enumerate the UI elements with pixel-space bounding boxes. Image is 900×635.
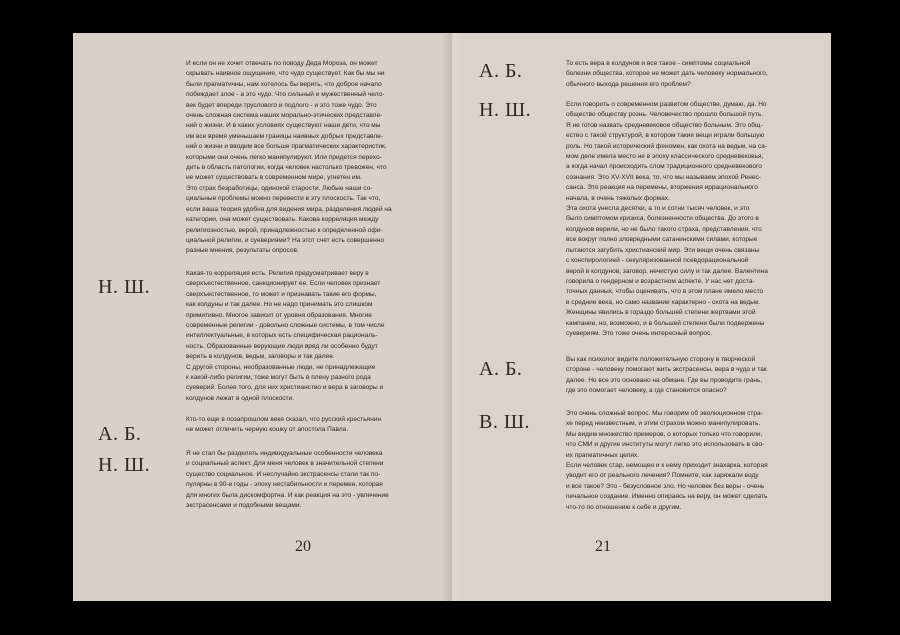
text-block: Вы как психолог видите положительную сторону в творческой стороне - человеку помогают жить экстрасенсы, вера в чудо и так далее. Но все это основано на обмане. Где вы проводите грань, где это помогает человеку, а где становится опасно? xyxy=(566,356,767,395)
page-number: 21 xyxy=(595,538,611,555)
text-block: Кто-то еще в позапрошлом веке сказал, что русский крестьянин не может отличить черную кошку от апостола Павла. xyxy=(186,416,382,434)
speaker-label: А. Б. xyxy=(479,60,523,82)
speaker-label: Н. Ш. xyxy=(479,99,532,121)
right-page xyxy=(452,33,831,601)
text-block: Если говорить о современном развитом обществе, думаю, да. Но общество обществу рознь. Человечество прошло большой путь. Я не готов назвать средневековое общество больным. Это общ- ество с такой структурой, в котором такие вещи играли большую роль. Но такой исторический феномен, как охота на ведьм, на са- мом деле имела место не в эпоху классического средневековья, а когда начал происходить слом традиционного средневекового сознания. Это XV-XVII века, то, что мы называем эпохой Ренес- санса. Это реакция на перемены, вторжения иррационального начала, в очень тяжелых формах. Эта охота унесла десятки, а то и сотни тысяч человек, и это было симптомом кризиса, болезненности общества. До этого в колдунов верили, но не было такого страха, представления, что все вокруг полно зловредными сатанинскими силами, которые пытаются загубить христианский мир. Эти вещи очень связаны с конспирологией - секуляризованной псевдорациональной верой в колдунов, заговор, нечистую силу и так далее. Валентина говорила о гендерном и возрастном аспекте. У нас нет доста- точных данных, чтобы оценивать, что в этом плане имело место в средние века, но само название характерно - охота на ведьм. Женщины явились в гораздо большей степени жертвами этой кампании, но, возможно, и в большей степени были подвержены суевериям. Это тоже очень интересный вопрос. xyxy=(566,101,768,337)
speaker-label: Н. Ш. xyxy=(98,454,151,476)
speaker-label: Н. Ш. xyxy=(98,276,151,298)
book-spread xyxy=(73,33,831,601)
speaker-label: А. Б. xyxy=(98,423,142,445)
speaker-label: В. Ш. xyxy=(479,411,531,433)
text-block: Я не стал бы разделять индивидуальные особенности человека и социальный аспект. Для меня человек в значительной степени существо социальное. И неслучайно экстрасенсы стали так по- пулярны в 90-е годы - эпоху нестабильности и перемен, которая для многих была дискомфортна. И как реакция на это - увлечение экстрасенсами и подобными вещами. xyxy=(186,450,389,510)
text-block: Это очень сложный вопрос. Мы говорим об эволюционном стра- хе перед неизвестным, и этим страхом можно манипулировать. Мы видим множество примеров, о которых только что говорили, что СМИ и другие институты могут легко это использовать в сво- их прагматичных целях. Если человек стар, немощен и к нему приходит знахарка, которая уводит его от реального лечения? Помните, как заряжали воду и все такое? Это - безусловное зло. Но человек без веры - очень печальное создание. Именно опираясь на веру, он может сделать что-то по отношению к себе и другим. xyxy=(566,410,768,511)
text-block: Какая-то корреляция есть. Религия предусматривает веру в сверхъестественное, санкционирует ее. Если человек признает сверхъестественное, то может и признавать такие его формы, как колдуны и так далее. Но не надо принимать это слишком примитивно. Многое зависит от уровня образования. Многие современные религии - довольно сложные системы, в том числе интеллектуальные, в которых есть специфическая рациональ- ность. Образованные верующие люди вряд ли особенно будут верить в колдунов, ведьм, заговоры и так далее. С другой стороны, необразованные люди, не принадлежащие к какой-либо религии, тоже могут быть в плену разного рода суеверий. Более того, для них христианство и вера в заговоры и колдунов лежат в одной плоскости. xyxy=(186,270,385,402)
left-page xyxy=(73,33,452,601)
text-block: То есть вера в колдунов и все такое - симптомы социальной болезни общества, которое не может дать человеку нормального, обычного выхода решения его проблем? xyxy=(566,60,768,88)
text-block: И если он не хочет отвечать по поводу Деда Мороза, он может скрывать наивное ощущение, что чудо существует. Как бы мы ни были прагматичны, нам хотелось бы верить, что доброе начало побеждает злое - а это чудо. Что сильный и мужественный чело- век будет впереди труслового и подлого - и это тоже чудо. Это очень сложная система наших морально-этических представле- ний о жизни. И в каких условиях существуют наши дети, что мы им все время уменьшаем границы наивных добрых представле- ний о жизни и вводим все больше прагматических характеристик, которыми они очень легко манипулируют. Или придется перехо- дить в область патологии, когда человек настолько тревожен, что не может существовать в современном мире, угнетен им. Это страх безработицы, одинокой старости. Любые наши со- циальные проблемы можно перевести в эту плоскость. Так что, если ваша теория удобна для видения мира, разделения людей на категории, она может существовать. Какова корреляция между религиозностью, верой, принадлежностью к определенной офи- циальной религии, и суевериями? На этот счет есть совершенно разные мнения, результаты опросов. xyxy=(186,60,392,255)
page-number: 20 xyxy=(295,538,311,555)
speaker-label: А. Б. xyxy=(479,358,523,380)
